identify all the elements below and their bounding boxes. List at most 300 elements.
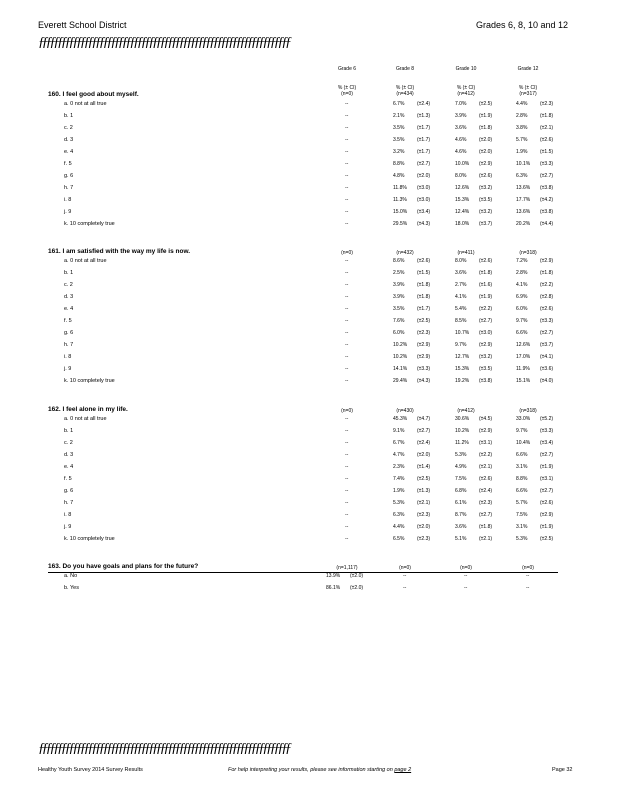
question-title: 161. I am satisfied with the way my life is now. (48, 248, 191, 255)
answer-option-label: f. 5 (64, 476, 72, 482)
confidence-interval: (±3.5) (479, 366, 493, 372)
confidence-interval: (±3.2) (479, 209, 493, 215)
percent-value: 5.4% (455, 306, 467, 312)
confidence-interval: (±1.3) (417, 488, 431, 494)
confidence-interval: (±3.3) (540, 161, 554, 167)
confidence-interval: (±4.2) (540, 197, 554, 203)
answer-option-label: e. 4 (64, 464, 74, 470)
percent-value: 14.1% (393, 366, 408, 372)
percent-value: 86.1% (326, 585, 341, 591)
confidence-interval: (±4.1) (540, 354, 554, 360)
confidence-interval: (±4.3) (417, 221, 431, 227)
percent-value: -- (345, 440, 349, 446)
answer-option-label: a. 0 not at all true (64, 416, 107, 422)
percent-value: 15.1% (516, 378, 531, 384)
percent-value: 2.7% (455, 282, 467, 288)
confidence-interval: (±2.5) (540, 536, 554, 542)
answer-option-label: b. 1 (64, 270, 74, 276)
percent-value: -- (464, 585, 468, 591)
confidence-interval: (±1.8) (479, 524, 493, 530)
confidence-interval: (±1.8) (417, 282, 431, 288)
sample-size: (n=412) (457, 408, 475, 414)
answer-option-label: g. 6 (64, 173, 74, 179)
percent-value: -- (345, 185, 349, 191)
percent-value: 5.7% (516, 137, 528, 143)
confidence-interval: (±3.0) (417, 185, 431, 191)
percent-value: 10.4% (516, 440, 531, 446)
percent-value: 4.6% (455, 137, 467, 143)
confidence-interval: (±2.3) (417, 512, 431, 518)
percent-value: 19.2% (455, 378, 470, 384)
percent-value: 4.6% (455, 149, 467, 155)
percent-value: -- (345, 488, 349, 494)
confidence-interval: (±3.8) (540, 209, 554, 215)
percent-value: 6.3% (393, 512, 405, 518)
confidence-interval: (±2.6) (540, 306, 554, 312)
answer-option-label: i. 8 (64, 197, 72, 203)
percent-value: 5.3% (455, 452, 467, 458)
percent-value: 18.0% (455, 221, 470, 227)
percent-value: 3.5% (393, 306, 405, 312)
confidence-interval: (±3.6) (540, 366, 554, 372)
confidence-interval: (±2.7) (540, 173, 554, 179)
sample-size: (n=0) (341, 91, 353, 97)
confidence-interval: (±2.0) (350, 573, 364, 579)
percent-value: -- (345, 318, 349, 324)
percent-value: 9.7% (516, 318, 528, 324)
percent-value: 17.0% (516, 354, 531, 360)
answer-option-label: k. 10 completely true (64, 378, 115, 384)
confidence-interval: (±1.6) (479, 282, 493, 288)
percent-value: -- (345, 330, 349, 336)
confidence-interval: (±2.0) (417, 452, 431, 458)
percent-value: 7.5% (455, 476, 467, 482)
confidence-interval: (±4.7) (417, 416, 431, 422)
percent-value: 5.1% (455, 536, 467, 542)
ornament-divider-bottom: ƒƒƒƒƒƒƒƒƒƒƒƒƒƒƒƒƒƒƒƒƒƒƒƒƒƒƒƒƒƒƒƒƒƒƒƒƒƒƒƒƒƒƒƒƒƒƒƒƒƒƒƒƒƒƒƒƒƒƒƒƒƒƒƒƒƒ (38, 741, 289, 756)
sample-size: (n=0) (341, 408, 353, 414)
confidence-interval: (±2.0) (350, 585, 364, 591)
percent-value: 7.2% (516, 258, 528, 264)
confidence-interval: (±3.4) (540, 440, 554, 446)
confidence-interval: (±1.9) (479, 113, 493, 119)
confidence-interval: (±4.3) (417, 378, 431, 384)
confidence-interval: (±1.3) (417, 113, 431, 119)
percent-value: 4.9% (455, 464, 467, 470)
answer-option-label: c. 2 (64, 282, 73, 288)
answer-option-label: h. 7 (64, 342, 74, 348)
percent-value: 15.3% (455, 366, 470, 372)
confidence-interval: (±2.7) (479, 512, 493, 518)
percent-value: 6.5% (393, 536, 405, 542)
column-header-grade: Grade 6 (337, 66, 357, 72)
percent-value: 4.1% (516, 282, 528, 288)
percent-value: 3.5% (393, 137, 405, 143)
confidence-interval: (±2.8) (540, 294, 554, 300)
percent-value: -- (345, 149, 349, 155)
percent-value: 3.2% (393, 149, 405, 155)
confidence-interval: (±1.4) (417, 464, 431, 470)
sample-size: (n=411) (457, 250, 475, 256)
percent-value: 6.6% (516, 488, 528, 494)
percent-value: 8.5% (455, 318, 467, 324)
confidence-interval: (±3.0) (417, 197, 431, 203)
question-title: 162. I feel alone in my life. (48, 406, 128, 413)
answer-option-label: e. 4 (64, 306, 74, 312)
percent-value: -- (345, 452, 349, 458)
percent-value: 15.3% (455, 197, 470, 203)
percent-value: 4.4% (393, 524, 405, 530)
percent-value: 6.6% (516, 330, 528, 336)
footer-help-phrase: For help interpreting your results, please see information starting on (228, 767, 393, 773)
confidence-interval: (±2.7) (540, 488, 554, 494)
percent-value: 3.6% (455, 270, 467, 276)
percent-value: -- (345, 464, 349, 470)
confidence-interval: (±2.7) (479, 318, 493, 324)
percent-value: 6.6% (516, 452, 528, 458)
percent-value: -- (345, 113, 349, 119)
confidence-interval: (±3.7) (479, 221, 493, 227)
percent-value: 9.7% (516, 428, 528, 434)
percent-value: -- (345, 428, 349, 434)
percent-value: -- (345, 270, 349, 276)
sample-size: (n=0) (522, 565, 534, 571)
percent-value: 3.1% (516, 524, 528, 530)
percent-value: -- (345, 294, 349, 300)
sample-size: (n=317) (519, 91, 537, 97)
answer-option-label: i. 8 (64, 354, 72, 360)
column-header-grade: Grade 10 (455, 66, 477, 72)
percent-value: 30.6% (455, 416, 470, 422)
percent-value: 10.2% (393, 342, 408, 348)
percent-value: -- (403, 585, 407, 591)
question-title: 163. Do you have goals and plans for the future? (48, 563, 199, 570)
confidence-interval: (±3.2) (479, 354, 493, 360)
percent-value: 3.8% (516, 125, 528, 131)
percent-value: 20.2% (516, 221, 531, 227)
percent-value: -- (345, 354, 349, 360)
percent-value: 10.0% (455, 161, 470, 167)
answer-option-label: k. 10 completely true (64, 536, 115, 542)
percent-value: 8.6% (393, 258, 405, 264)
percent-value: 4.4% (516, 101, 528, 107)
sample-size: (n=318) (519, 250, 537, 256)
percent-value: 11.3% (393, 197, 407, 203)
sample-size: (n=434) (396, 91, 414, 97)
percent-value: 29.4% (393, 378, 408, 384)
confidence-interval: (±2.5) (417, 476, 431, 482)
confidence-interval: (±4.0) (540, 378, 554, 384)
percent-value: 11.2% (455, 440, 469, 446)
confidence-interval: (±1.9) (540, 464, 554, 470)
confidence-interval: (±2.5) (479, 101, 493, 107)
percent-value: 7.4% (393, 476, 405, 482)
confidence-interval: (±2.1) (540, 125, 554, 131)
percent-value: -- (345, 137, 349, 143)
percent-value: 8.8% (393, 161, 405, 167)
grades-label: Grades 6, 8, 10 and 12 (476, 20, 569, 30)
percent-value: -- (345, 416, 349, 422)
confidence-interval: (±3.3) (417, 366, 431, 372)
question-underline (48, 572, 558, 573)
confidence-interval: (±2.6) (479, 476, 493, 482)
confidence-interval: (±2.5) (417, 318, 431, 324)
answer-option-label: g. 6 (64, 330, 74, 336)
percent-value: 7.0% (455, 101, 467, 107)
confidence-interval: (±2.0) (417, 173, 431, 179)
percent-value: 4.8% (393, 173, 405, 179)
percent-value: -- (345, 173, 349, 179)
confidence-interval: (±2.7) (540, 452, 554, 458)
confidence-interval: (±2.6) (417, 258, 431, 264)
percent-value: -- (345, 378, 349, 384)
percent-value: -- (345, 197, 349, 203)
answer-option-label: b. 1 (64, 428, 74, 434)
percent-value: 17.7% (516, 197, 531, 203)
percent-value: 1.9% (393, 488, 405, 494)
confidence-interval: (±2.3) (417, 536, 431, 542)
percent-value: -- (345, 536, 349, 542)
percent-value: 1.9% (516, 149, 528, 155)
column-subheader-pct-ci: % (± CI) (518, 85, 538, 91)
confidence-interval: (±2.9) (540, 512, 554, 518)
confidence-interval: (±3.2) (479, 185, 493, 191)
answer-option-label: b. Yes (64, 585, 79, 591)
percent-value: -- (526, 573, 530, 579)
confidence-interval: (±3.8) (540, 185, 554, 191)
sample-size: (n=412) (457, 91, 475, 97)
answer-option-label: a. 0 not at all true (64, 258, 107, 264)
percent-value: 4.7% (393, 452, 405, 458)
answer-option-label: a. 0 not at all true (64, 101, 107, 107)
percent-value: 4.1% (455, 294, 467, 300)
percent-value: 3.9% (393, 294, 405, 300)
ornament-divider-top: ƒƒƒƒƒƒƒƒƒƒƒƒƒƒƒƒƒƒƒƒƒƒƒƒƒƒƒƒƒƒƒƒƒƒƒƒƒƒƒƒƒƒƒƒƒƒƒƒƒƒƒƒƒƒƒƒƒƒƒƒƒƒƒƒƒƒ (38, 35, 289, 50)
percent-value: -- (345, 342, 349, 348)
confidence-interval: (±2.3) (417, 330, 431, 336)
confidence-interval: (±5.2) (540, 416, 554, 422)
percent-value: 2.3% (393, 464, 405, 470)
column-header-grade: Grade 12 (517, 66, 539, 72)
confidence-interval: (±1.5) (540, 149, 554, 155)
confidence-interval: (±2.1) (479, 464, 493, 470)
percent-value: 9.7% (455, 342, 467, 348)
answer-option-label: d. 3 (64, 294, 74, 300)
answer-option-label: k. 10 completely true (64, 221, 115, 227)
confidence-interval: (±2.6) (540, 500, 554, 506)
percent-value: 3.6% (455, 524, 467, 530)
answer-option-label: j. 9 (64, 366, 72, 372)
percent-value: -- (345, 524, 349, 530)
percent-value: 5.3% (516, 536, 528, 542)
percent-value: 10.2% (393, 354, 408, 360)
answer-option-label: g. 6 (64, 488, 74, 494)
confidence-interval: (±2.2) (479, 452, 493, 458)
column-header-grade: Grade 8 (395, 66, 415, 72)
confidence-interval: (±2.9) (479, 342, 493, 348)
percent-value: -- (345, 476, 349, 482)
answer-option-label: b. 1 (64, 113, 74, 119)
answer-option-label: f. 5 (64, 161, 72, 167)
confidence-interval: (±2.1) (479, 536, 493, 542)
confidence-interval: (±2.4) (417, 440, 431, 446)
confidence-interval: (±1.9) (479, 294, 493, 300)
percent-value: 6.3% (516, 173, 528, 179)
answer-option-label: d. 3 (64, 137, 74, 143)
confidence-interval: (±3.1) (540, 476, 554, 482)
confidence-interval: (±4.4) (540, 221, 554, 227)
percent-value: 3.9% (393, 282, 405, 288)
percent-value: -- (345, 500, 349, 506)
confidence-interval: (±3.4) (417, 209, 431, 215)
percent-value: 9.1% (393, 428, 405, 434)
percent-value: 8.8% (516, 476, 528, 482)
confidence-interval: (±2.0) (479, 149, 493, 155)
percent-value: 5.7% (516, 500, 528, 506)
confidence-interval: (±1.8) (417, 294, 431, 300)
confidence-interval: (±3.7) (540, 342, 554, 348)
confidence-interval: (±1.7) (417, 137, 431, 143)
percent-value: -- (403, 573, 407, 579)
confidence-interval: (±2.2) (540, 282, 554, 288)
percent-value: 45.3% (393, 416, 408, 422)
confidence-interval: (±2.0) (479, 137, 493, 143)
answer-option-label: h. 7 (64, 500, 74, 506)
percent-value: 33.0% (516, 416, 531, 422)
percent-value: 2.8% (516, 113, 528, 119)
answer-option-label: c. 2 (64, 440, 73, 446)
percent-value: -- (345, 209, 349, 215)
percent-value: 7.6% (393, 318, 405, 324)
sample-size: (n=0) (341, 250, 353, 256)
sample-size: (n=1,117) (336, 565, 358, 571)
confidence-interval: (±2.0) (417, 524, 431, 530)
confidence-interval: (±1.7) (417, 306, 431, 312)
confidence-interval: (±1.9) (540, 524, 554, 530)
footer-page-number: Page 32 (552, 767, 573, 773)
answer-option-label: e. 4 (64, 149, 74, 155)
percent-value: 6.7% (393, 440, 405, 446)
sample-size: (n=0) (399, 565, 411, 571)
sample-size: (n=430) (396, 408, 414, 414)
percent-value: -- (526, 585, 530, 591)
sample-size: (n=432) (396, 250, 414, 256)
percent-value: -- (345, 101, 349, 107)
percent-value: 8.0% (455, 258, 467, 264)
percent-value: -- (345, 125, 349, 131)
percent-value: 6.7% (393, 101, 405, 107)
answer-option-label: i. 8 (64, 512, 72, 518)
sample-size: (n=318) (519, 408, 537, 414)
answer-option-label: f. 5 (64, 318, 72, 324)
confidence-interval: (±2.3) (540, 101, 554, 107)
percent-value: 3.5% (393, 125, 405, 131)
percent-value: 2.1% (393, 113, 405, 119)
district-name: Everett School District (38, 20, 127, 30)
answer-option-label: j. 9 (64, 209, 72, 215)
percent-value: -- (345, 366, 349, 372)
confidence-interval: (±2.7) (417, 161, 431, 167)
confidence-interval: (±2.6) (540, 137, 554, 143)
percent-value: 6.1% (455, 500, 467, 506)
percent-value: 12.6% (516, 342, 531, 348)
confidence-interval: (±2.9) (479, 428, 493, 434)
percent-value: -- (345, 161, 349, 167)
confidence-interval: (±3.3) (540, 318, 554, 324)
percent-value: 7.5% (516, 512, 528, 518)
percent-value: -- (345, 258, 349, 264)
column-subheader-pct-ci: % (± CI) (456, 85, 476, 91)
column-subheader-pct-ci: % (± CI) (395, 85, 415, 91)
footer-page-link[interactable]: page 2 (394, 767, 412, 773)
confidence-interval: (±2.3) (479, 500, 493, 506)
percent-value: 11.8% (393, 185, 407, 191)
confidence-interval: (±3.0) (479, 330, 493, 336)
percent-value: 13.6% (516, 209, 531, 215)
confidence-interval: (±3.3) (540, 428, 554, 434)
footer-help-text (228, 767, 411, 773)
confidence-interval: (±1.8) (479, 270, 493, 276)
confidence-interval: (±2.1) (417, 500, 431, 506)
percent-value: 12.4% (455, 209, 470, 215)
confidence-interval: (±1.8) (479, 125, 493, 131)
percent-value: 3.1% (516, 464, 528, 470)
percent-value: -- (345, 282, 349, 288)
answer-option-label: h. 7 (64, 185, 74, 191)
percent-value: 12.7% (455, 354, 470, 360)
answer-option-label: j. 9 (64, 524, 72, 530)
percent-value: 2.5% (393, 270, 405, 276)
confidence-interval: (±3.1) (479, 440, 493, 446)
confidence-interval: (±2.9) (417, 354, 431, 360)
confidence-interval: (±3.5) (479, 197, 493, 203)
confidence-interval: (±1.8) (540, 270, 554, 276)
answer-option-label: d. 3 (64, 452, 74, 458)
percent-value: 6.9% (516, 294, 528, 300)
confidence-interval: (±2.6) (479, 173, 493, 179)
column-subheader-pct-ci: % (± CI) (337, 85, 357, 91)
confidence-interval: (±1.7) (417, 149, 431, 155)
percent-value: -- (345, 306, 349, 312)
confidence-interval: (±1.7) (417, 125, 431, 131)
percent-value: 6.0% (393, 330, 405, 336)
percent-value: 13.9% (326, 573, 341, 579)
percent-value: 8.0% (455, 173, 467, 179)
confidence-interval: (±1.8) (540, 113, 554, 119)
confidence-interval: (±2.7) (417, 428, 431, 434)
percent-value: 8.7% (455, 512, 467, 518)
percent-value: 6.0% (516, 306, 528, 312)
percent-value: -- (464, 573, 468, 579)
percent-value: 10.1% (516, 161, 531, 167)
percent-value: 6.8% (455, 488, 467, 494)
percent-value: 3.6% (455, 125, 467, 131)
percent-value: 10.7% (455, 330, 470, 336)
confidence-interval: (±2.7) (540, 330, 554, 336)
sample-size: (n=0) (460, 565, 472, 571)
percent-value: -- (345, 512, 349, 518)
confidence-interval: (±2.2) (479, 306, 493, 312)
answer-option-label: a. No (64, 573, 78, 579)
percent-value: 3.9% (455, 113, 467, 119)
percent-value: 11.9% (516, 366, 530, 372)
percent-value: 15.0% (393, 209, 408, 215)
confidence-interval: (±2.4) (417, 101, 431, 107)
percent-value: -- (345, 221, 349, 227)
percent-value: 5.3% (393, 500, 405, 506)
footer-survey-title: Healthy Youth Survey 2014 Survey Results (38, 767, 143, 773)
confidence-interval: (±2.9) (540, 258, 554, 264)
